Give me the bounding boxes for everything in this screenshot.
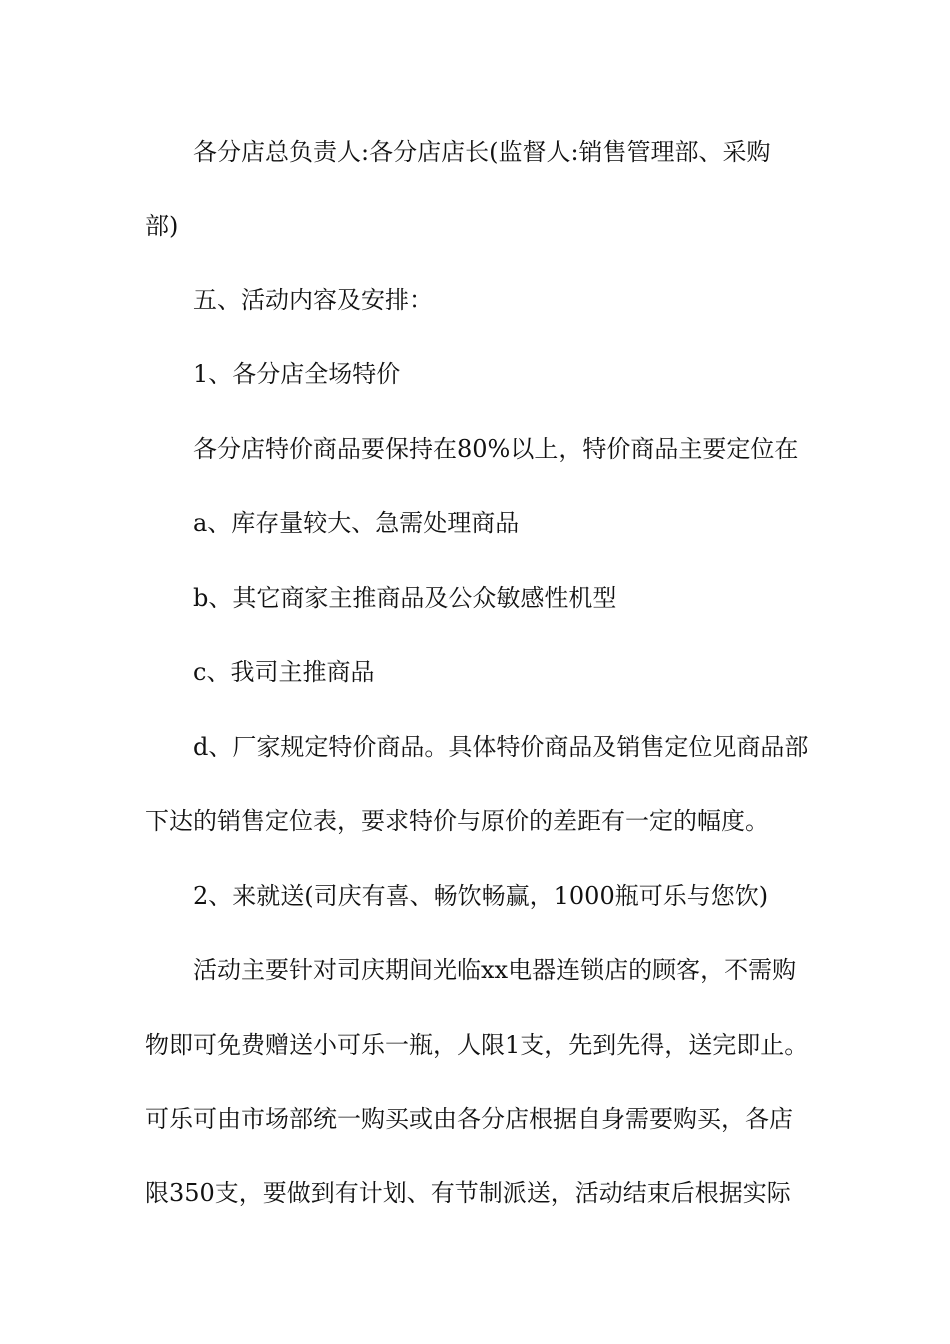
list-item-d-continuation: 下达的销售定位表，要求特价与原价的差距有一定的幅度。 — [145, 807, 769, 835]
paragraph-line-responsible-person: 各分店总负责人:各分店店长(监督人:销售管理部、采购 — [193, 138, 771, 166]
paragraph-line-free-gift-1: 活动主要针对司庆期间光临xx电器连锁店的顾客，不需购 — [193, 956, 797, 984]
section-heading-activity-content: 五、活动内容及安排： — [193, 286, 433, 314]
list-item-c: c、我司主推商品 — [193, 658, 375, 686]
paragraph-line-free-gift-2: 物即可免费赠送小可乐一瓶，人限1支，先到先得，送完即止。 — [145, 1031, 809, 1059]
list-item-b: b、其它商家主推商品及公众敏感性机型 — [193, 584, 617, 612]
paragraph-line-special-price: 各分店特价商品要保持在80%以上，特价商品主要定位在 — [193, 435, 799, 463]
list-item-d: d、厂家规定特价商品。具体特价商品及销售定位见商品部 — [193, 733, 809, 761]
list-item-a: a、库存量较大、急需处理商品 — [193, 509, 520, 537]
item-heading-free-gift: 2、来就送(司庆有喜、畅饮畅赢，1000瓶可乐与您饮) — [193, 882, 769, 910]
paragraph-line-free-gift-4: 限350支，要做到有计划、有节制派送，活动结束后根据实际 — [145, 1179, 791, 1207]
paragraph-line-continuation: 部) — [145, 212, 179, 240]
item-heading-special-price: 1、各分店全场特价 — [193, 360, 401, 388]
paragraph-line-free-gift-3: 可乐可由市场部统一购买或由各分店根据自身需要购买，各店 — [145, 1105, 793, 1133]
